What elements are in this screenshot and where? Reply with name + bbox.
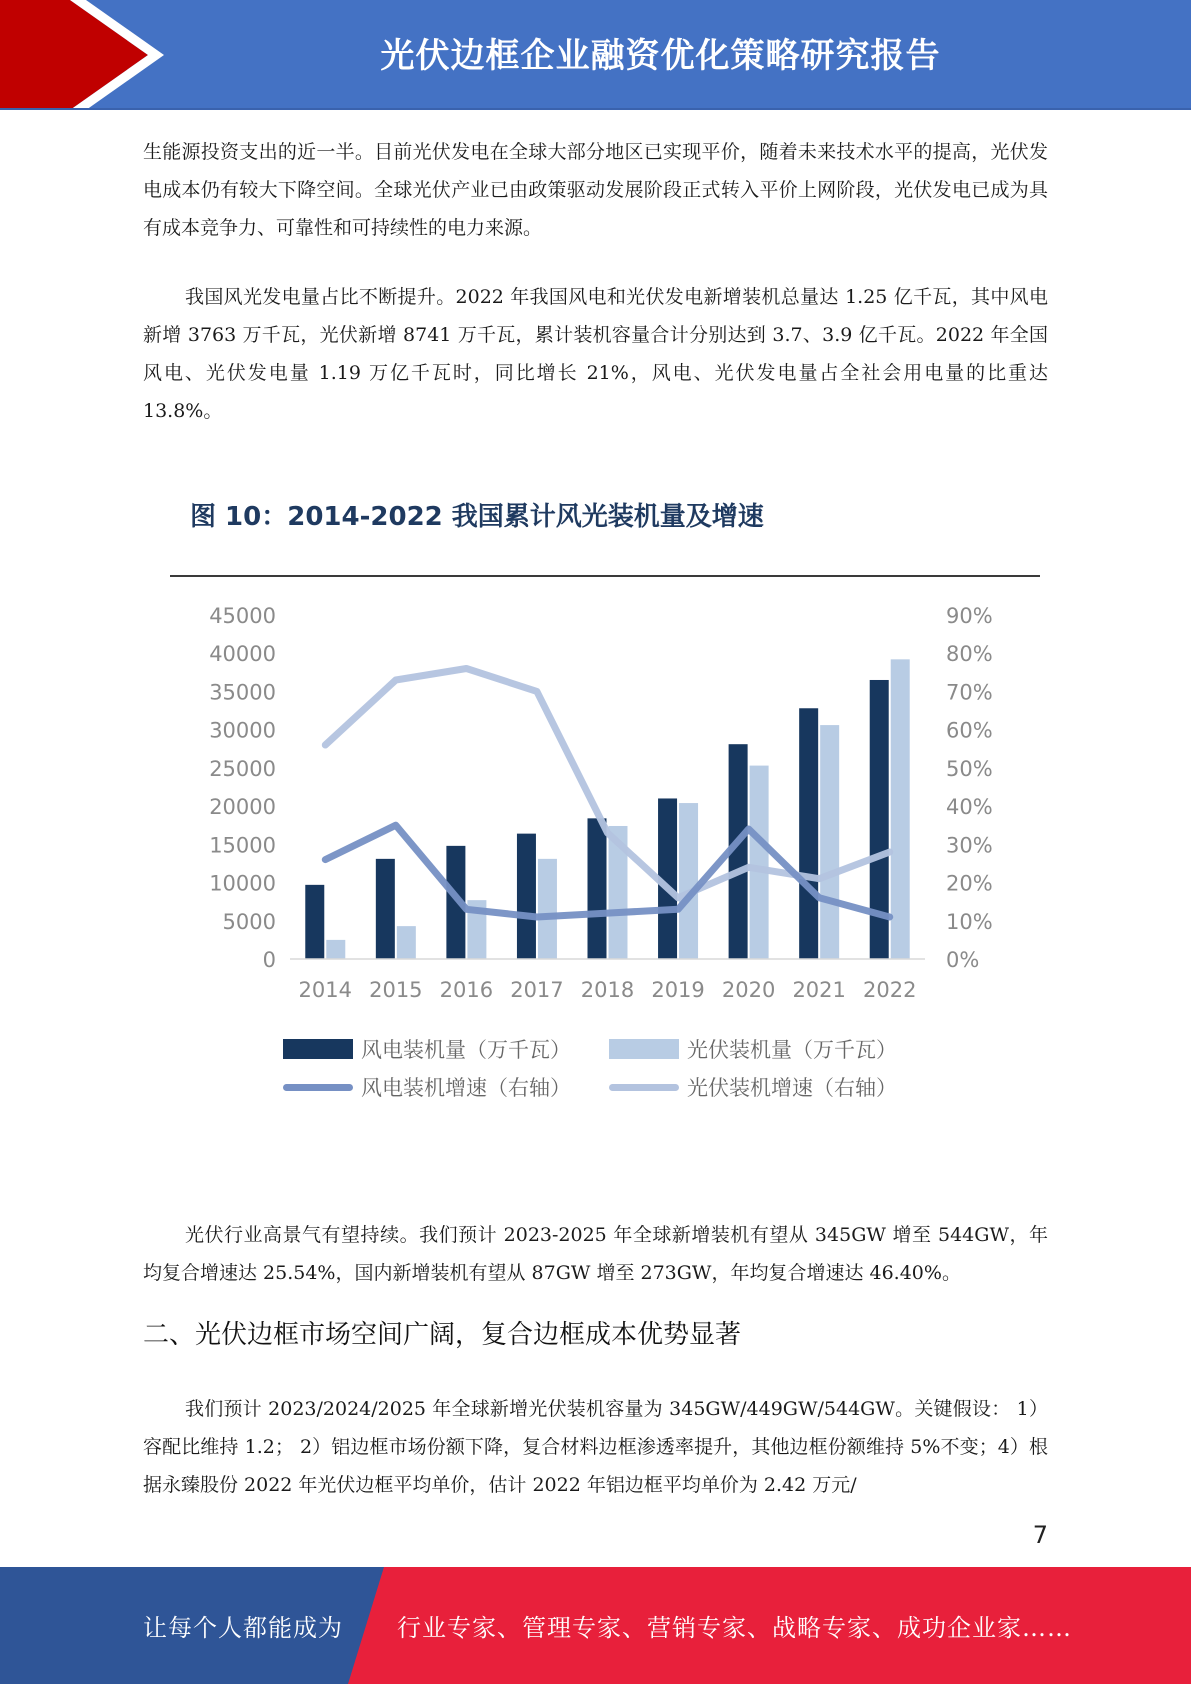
bar-wind-capacity [446, 846, 465, 959]
y-right-tick-label: 50% [946, 756, 993, 781]
x-tick-label: 2017 [510, 978, 564, 1002]
y-left-tick-label: 45000 [209, 604, 276, 628]
y-right-tick-label: 90% [946, 604, 993, 628]
legend-label-solar-capacity: 光伏装机量（万千瓦） [687, 1038, 897, 1062]
line-wind-growth [325, 825, 889, 917]
y-left-tick-label: 0 [262, 948, 276, 972]
chart-title-rule [170, 575, 1040, 577]
y-left-tick-label: 15000 [209, 833, 276, 858]
legend-label-wind-growth: 风电装机增速（右轴） [361, 1076, 571, 1100]
legend-label-wind-capacity: 风电装机量（万千瓦） [361, 1038, 571, 1062]
y-left-tick-label: 25000 [209, 756, 276, 781]
report-title: 光伏边框企业融资优化策略研究报告 [380, 35, 941, 76]
y-right-tick-label: 30% [946, 833, 993, 858]
footer-slogan-right: 行业专家、管理专家、营销专家、战略专家、成功企业家…… [397, 1614, 1072, 1642]
bar-solar-capacity [750, 766, 769, 959]
y-left-tick-label: 20000 [209, 795, 276, 820]
y-right-tick-label: 0% [946, 948, 980, 972]
y-left-tick-label: 35000 [209, 680, 276, 705]
paragraph-capacity-forecast: 我们预计 2023/2024/2025 年全球新增光伏装机容量为 345GW/449GW/544GW。关键假设： 1）容配比维持 1.2； 2）铝边框市场份额下降，复合材料边框渗透率提升，其他边框份额维持 5%不变；4）根据永臻股份 2022 年光伏边框平均单价，估计 2022 年铝边框平均单价为 2.42 万元/ [143, 1398, 1048, 1496]
page-header [0, 0, 1191, 110]
footer-slogan-left: 让每个人都能成为 [143, 1614, 343, 1642]
bar-solar-capacity [397, 926, 416, 959]
bar-wind-capacity [870, 680, 889, 959]
page-number: 7 [1032, 1521, 1048, 1549]
paragraph-wind-solar-share: 我国风光发电量占比不断提升。2022 年我国风电和光伏发电新增装机总量达 1.25 亿千瓦，其中风电新增 3763 万千瓦，光伏新增 8741 万千瓦，累计装机容量合计分别达到 3.7、3.9 亿千瓦。2022 年全国风电、光伏发电量 1.19 万亿千瓦时，同比增长 21%，风电、光伏发电量占全社会用电量的比重达 13.8%。 [143, 286, 1048, 422]
x-tick-label: 2020 [721, 978, 776, 1002]
x-tick-label: 2015 [369, 978, 423, 1002]
y-right-tick-label: 70% [946, 680, 993, 705]
y-left-tick-label: 10000 [209, 871, 276, 896]
bar-solar-capacity [538, 859, 557, 959]
legend-wind-growth [283, 1072, 571, 1102]
chart-title: 图 10：2014-2022 我国累计风光装机量及增速 [190, 502, 764, 532]
legend-swatch-solar-growth [609, 1084, 679, 1091]
legend-swatch-wind-growth [283, 1084, 353, 1091]
bar-wind-capacity [799, 708, 818, 959]
bar-wind-capacity [376, 859, 395, 959]
x-tick-label: 2016 [439, 978, 494, 1002]
bar-wind-capacity [305, 885, 324, 959]
legend-solar-growth [609, 1072, 897, 1102]
x-tick-label: 2018 [580, 978, 635, 1002]
bar-solar-capacity [467, 900, 486, 959]
bar-wind-capacity [729, 744, 748, 959]
bar-solar-capacity [326, 940, 345, 959]
page-footer [0, 1567, 1191, 1684]
y-left-tick-label: 40000 [209, 642, 276, 667]
bar-wind-capacity [588, 818, 607, 959]
y-right-tick-label: 40% [946, 795, 993, 820]
x-tick-label: 2014 [298, 978, 353, 1002]
legend-label-solar-growth: 光伏装机增速（右轴） [687, 1076, 897, 1100]
y-right-tick-label: 20% [946, 871, 993, 896]
paragraph-industry-outlook: 光伏行业高景气有望持续。我们预计 2023-2025 年全球新增装机有望从 345GW 增至 544GW，年均复合增速达 25.54%，国内新增装机有望从 87GW 增至 273GW，年均复合增速达 46.40%。 [143, 1224, 1048, 1284]
legend-swatch-solar-capacity [609, 1039, 679, 1059]
bar-solar-capacity [679, 803, 698, 959]
y-left-tick-label: 5000 [222, 909, 276, 934]
paragraph-renewable-investment: 生能源投资支出的近一半。目前光伏发电在全球大部分地区已实现平价，随着未来技术水平的提高，光伏发电成本仍有较大下降空间。全球光伏产业已由政策驱动发展阶段正式转入平价上网阶段，光伏发电已成为具有成本竞争力、可靠性和可持续性的电力来源。 [143, 141, 1048, 239]
header-divider [0, 108, 1191, 110]
x-tick-label: 2019 [651, 978, 705, 1002]
x-tick-label: 2022 [862, 978, 917, 1002]
y-right-tick-label: 10% [946, 909, 993, 934]
bar-wind-capacity [658, 798, 677, 959]
bar-solar-capacity [820, 725, 839, 959]
line-solar-growth [325, 669, 889, 898]
legend-solar-capacity [609, 1034, 897, 1064]
y-right-tick-label: 80% [946, 642, 993, 667]
bar-wind-capacity [517, 834, 536, 959]
bar-solar-capacity [891, 659, 910, 959]
bar-solar-capacity [609, 826, 628, 959]
legend-swatch-wind-capacity [283, 1039, 353, 1059]
y-right-tick-label: 60% [946, 718, 993, 743]
legend-wind-capacity [283, 1034, 571, 1064]
y-left-tick-label: 30000 [209, 718, 276, 743]
x-tick-label: 2021 [792, 978, 846, 1002]
section-heading: 二、光伏边框市场空间广阔，复合边框成本优势显著 [143, 1320, 742, 1350]
